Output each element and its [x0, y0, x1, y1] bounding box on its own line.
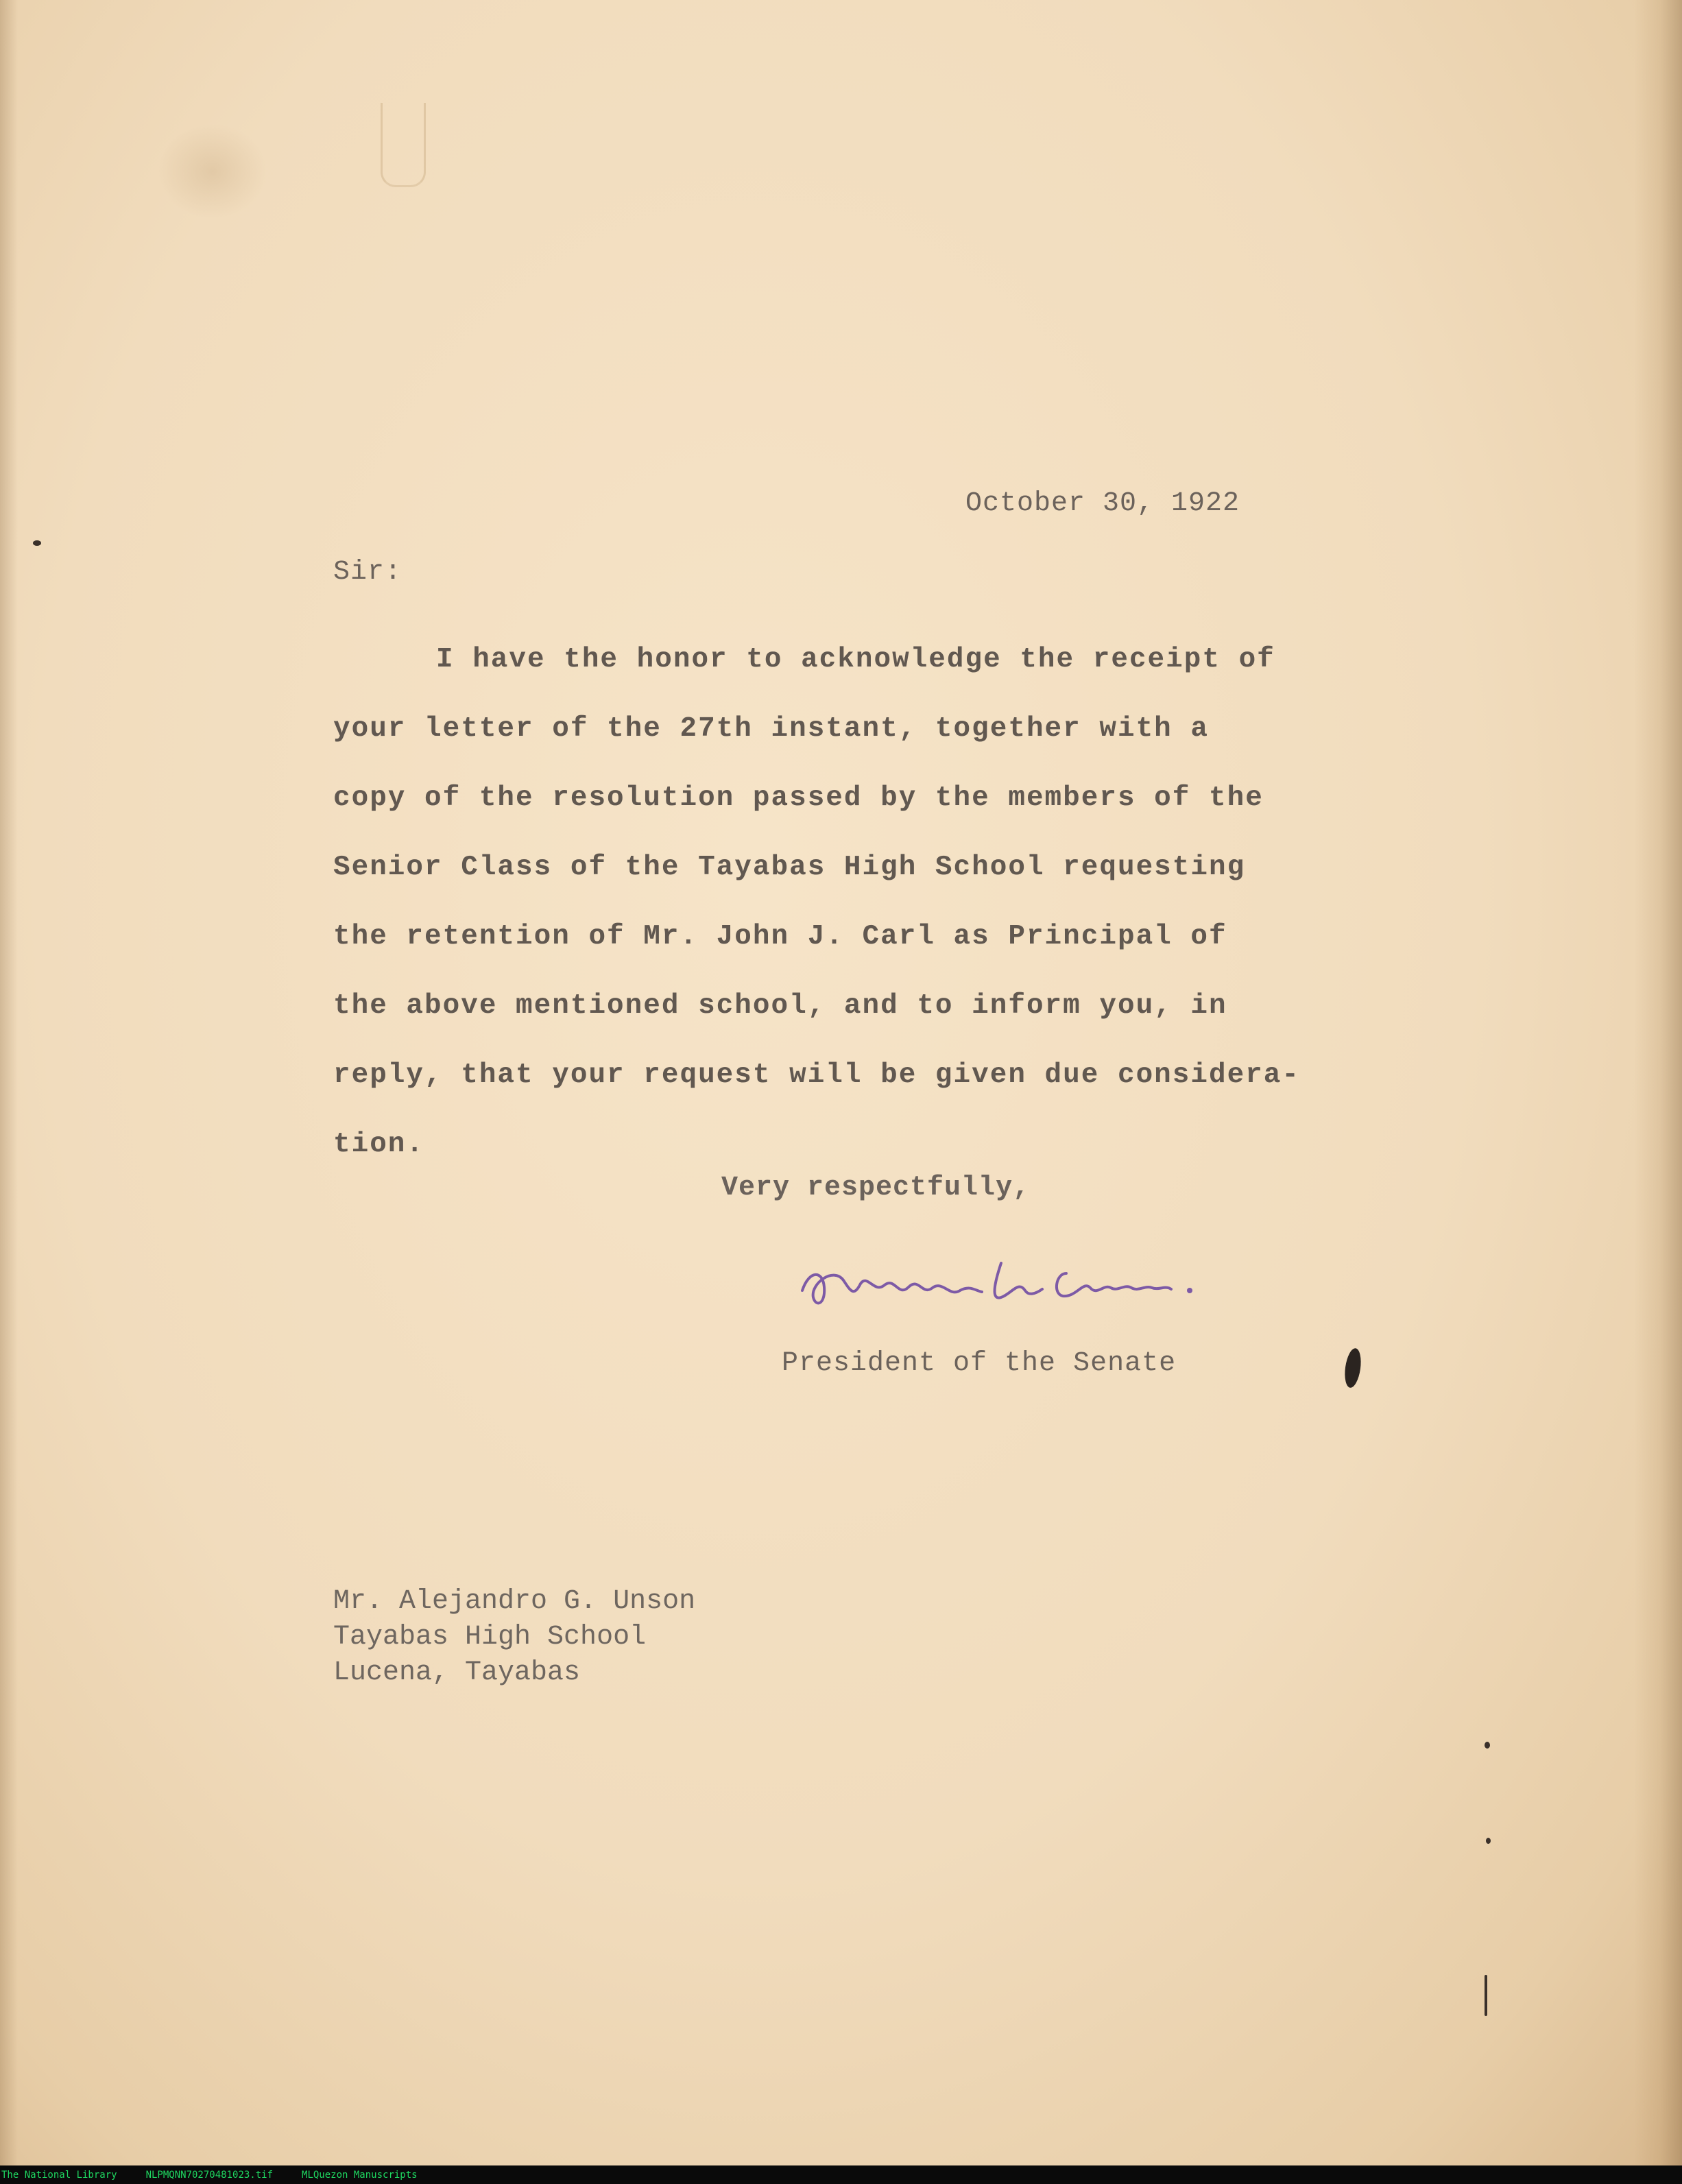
footer-collection: MLQuezon Manuscripts: [302, 2169, 418, 2181]
footer-file-id: NLPMQNN70270481023.tif: [145, 2169, 274, 2181]
body-line: the above mentioned school, and to inform you, in: [333, 990, 1227, 1022]
letter-salutation: Sir:: [333, 557, 403, 588]
body-line: reply, that your request will be given due considera-: [333, 1059, 1301, 1091]
letter-body: [333, 625, 1300, 1179]
body-line: tion.: [333, 1129, 425, 1160]
paper-speck: [1485, 1975, 1487, 2016]
paper-edge-left: [0, 0, 18, 2165]
ink-blot: [1343, 1347, 1363, 1389]
addressee-line: Mr. Alejandro G. Unson: [333, 1586, 696, 1617]
body-line: your letter of the 27th instant, together with a: [333, 713, 1209, 745]
addressee-line: Lucena, Tayabas: [333, 1657, 581, 1688]
body-line: Senior Class of the Tayabas High School requesting: [333, 852, 1246, 883]
letter-closing: Very respectfully,: [721, 1173, 1031, 1203]
body-line: copy of the resolution passed by the members of the: [333, 782, 1264, 814]
paper-speck: [33, 540, 41, 546]
signer-title: President of the Senate: [782, 1348, 1177, 1379]
paper-speck: [1485, 1742, 1490, 1749]
paperclip-mark: [381, 103, 426, 187]
addressee-block: [333, 1584, 695, 1691]
handwritten-signature: [795, 1243, 1207, 1318]
addressee-line: Tayabas High School: [333, 1622, 647, 1653]
paper-speck: [1486, 1838, 1491, 1844]
body-line: I have the honor to acknowledge the receipt of: [436, 644, 1275, 675]
paper-crease: [158, 123, 267, 219]
footer-library: The National Library: [1, 2169, 117, 2181]
paper-edge-right: [1634, 0, 1682, 2165]
letter-date: October 30, 1922: [965, 488, 1240, 519]
archive-footer: [0, 2165, 1682, 2184]
body-line: the retention of Mr. John J. Carl as Principal of: [333, 921, 1227, 952]
